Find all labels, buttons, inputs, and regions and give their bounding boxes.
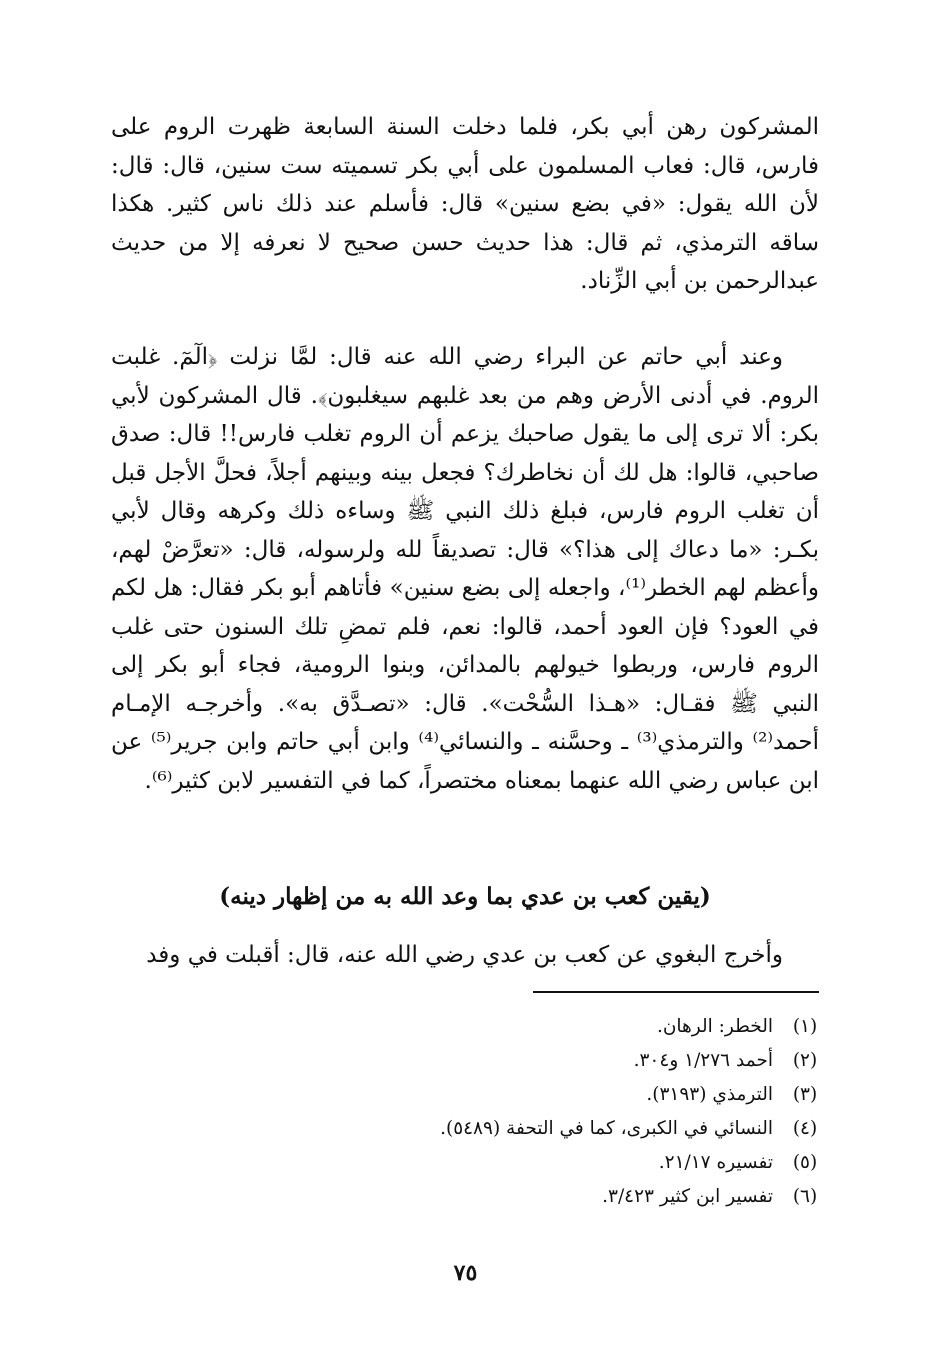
footnote-item — [111, 1146, 827, 1180]
footnote-item — [111, 1078, 827, 1112]
footnote-text: النسائي في الكبرى، كما في التحفة (٥٤٨٩). — [440, 1118, 773, 1139]
footnote-text: الترمذي (٣١٩٣). — [646, 1084, 773, 1105]
page-number: ٧٥ — [453, 1260, 478, 1286]
body-paragraph: وعند أبي حاتم عن البراء رضي الله عنه قال: لمَّا نزلت ﴿الٓمٓ. غلبت الروم. في أدنى الأرض وهم من بعد غلبهم سيغلبون﴾. قال المشركون لأبي بكر: ألا ترى إلى ما يقول صاحبك يزعم أن الروم تغلب فارس!! قال: صدق صاحبي، قالوا: هل لك أن نخاطرك؟ فجعل بينه وبينهم أجلاً، فحلَّ الأجل قبل أن تغلب الروم فارس، فبلغ ذلك النبي ﷺ وساءه ذلك وكرهه وقال لأبي بكـر: «ما دعاك إلى هذا؟» قال: تصديقاً لله ولرسوله، قال: «تعرَّضْ لهم، وأعظم لهم الخطر⁽¹⁾، واجعله إلى بضع سنين» فأتاهم أبو بكر فقال: هل لكم في العود؟ فإن العود أحمد، قالوا: نعم، فلم تمضِ تلك السنون حتى غلب الروم فارس، وربطوا خيولهم بالمدائن، وبنوا الرومية، فجاء أبو بكر إلى النبي ﷺ فقـال: «هـذا السُّحْت». قال: «تصـدَّق به». وأخرجـه الإمـام أحمد⁽²⁾ والترمذي⁽³⁾ ـ وحسَّنه ـ والنسائي⁽⁴⁾ وابن أبي حاتم وابن جرير⁽⁵⁾ عن ابن عباس رضي الله عنهما بمعناه مختصراً، كما في التفسير لابن كثير⁽⁶⁾. — [111, 344, 820, 794]
footnote-number: (٢) — [792, 1050, 818, 1071]
footnote-text: أحمد ١/٢٧٦ و٣٠٤. — [633, 1050, 773, 1071]
footnote-number: (٦) — [792, 1186, 818, 1207]
footnote-divider — [533, 991, 819, 993]
footnote-item — [111, 1180, 827, 1214]
footnote-number: (٣) — [792, 1084, 818, 1105]
body-paragraph: المشركون رهن أبي بكر، فلما دخلت السنة السابعة ظهرت الروم على فارس، قال: فعاب المسلمون على أبي بكر تسميته ست سنين، قال: قال: لأن الله يقول: «في بضع سنين» قال: فأسلم عند ذلك ناس كثير. هكذا ساقه الترمذي، ثم قال: هذا حديث حسن صحيح لا نعرفه إلا من حديث عبدالرحمن بن أبي الزِّناد. — [111, 114, 819, 294]
footnote-number: (١) — [792, 1016, 818, 1037]
footnote-item — [111, 1044, 827, 1078]
footnote-item — [111, 1010, 827, 1044]
footnote-text: تفسير ابن كثير ٣/٤٢٣. — [602, 1186, 773, 1207]
footnote-text: الخطر: الرهان. — [656, 1016, 773, 1037]
footnote-number: (٤) — [792, 1118, 818, 1139]
footnote-item — [111, 1112, 827, 1146]
footnotes-list — [111, 1010, 827, 1214]
footnote-number: (٥) — [792, 1152, 818, 1173]
footnote-text: تفسيره ٢١/١٧. — [658, 1152, 773, 1173]
body-paragraph: وأخرج البغوي عن كعب بن عدي رضي الله عنه، قال: أقبلت في وفد — [146, 942, 783, 968]
section-heading: (يقين كعب بن عدي بما وعد الله به من إظهار دينه) — [219, 883, 711, 910]
